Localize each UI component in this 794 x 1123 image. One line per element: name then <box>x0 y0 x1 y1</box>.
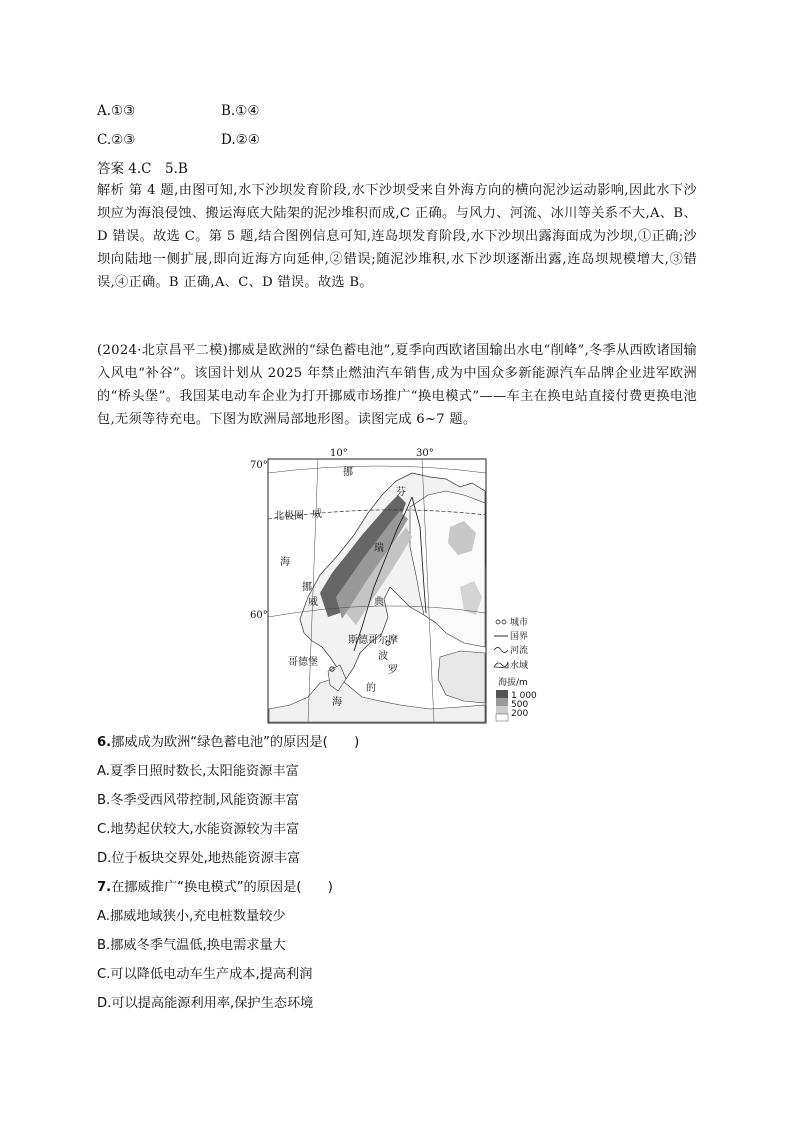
legend-elev-500: 500 <box>511 700 529 710</box>
sea-label-1: 挪 <box>343 467 353 478</box>
question-6 <box>97 733 359 753</box>
legend-border: 国界 <box>510 632 529 642</box>
q6-option-b: B.冬季受西风带控制,风能资源丰富 <box>97 793 300 808</box>
question-7-text: 在挪威推广“换电模式”的原因是( ) <box>111 880 333 895</box>
sea-label-3: 海 <box>280 557 290 568</box>
question-7 <box>97 878 333 898</box>
question-6-text: 挪威成为欧洲“绿色蓄电池”的原因是( ) <box>111 735 360 750</box>
q7-option-a: A.挪威地域狭小,充电桩数量较少 <box>97 909 286 924</box>
prev-option-c: C.②③ <box>97 132 136 148</box>
city-label-gothenburg: 哥德堡 <box>288 657 318 668</box>
lat-label-70: 70° <box>250 460 268 471</box>
country-label-norway-1: 挪 <box>302 582 312 593</box>
sea-label-2: 威 <box>312 509 322 520</box>
legend-elev-title: 海拔/m <box>498 678 528 688</box>
baltic-label-3: 的 <box>366 683 376 694</box>
legend-elev-1000: 1 000 <box>511 691 537 701</box>
map-legend <box>494 616 537 721</box>
baltic-label-2: 罗 <box>388 665 398 676</box>
country-label-finland: 芬 <box>396 487 406 498</box>
q7-option-d: D.可以提高能源利用率,保护生态环境 <box>97 996 314 1011</box>
legend-water: 水域 <box>510 661 529 671</box>
prev-option-a: A.①③ <box>97 103 136 119</box>
explanation-paragraph: 解析 第 4 题,由图可知,水下沙坝发育阶段,水下沙坝受来自外海方向的横向泥沙运动影响,因此水下沙坝应为海浪侵蚀、搬运海底大陆架的泥沙堆积而成,C 正确。与风力、河流、冰川等关系不大,A、B、D 错误。故选 C。第 5 题,结合图例信息可知,连岛坝发育阶段,水下沙坝出露海面成为沙坝,①正确;沙坝向陆地一侧扩展,即向近海方向延伸,②错误;随泥沙堆积,水下沙坝逐渐出露,连岛坝规模增大,③错误,④正确。B 正确,A、C、D 错误。故选 B。 <box>97 183 697 290</box>
legend-river: 河流 <box>510 646 529 656</box>
answer-line: 答案 4.C 5.B <box>97 161 188 177</box>
baltic-label-1: 波 <box>378 651 388 662</box>
prev-option-d: D.②④ <box>221 132 260 148</box>
question-stem: (2024·北京昌平二模)挪威是欧洲的“绿色蓄电池”,夏季向西欧诸国输出水电“削峰”,冬季从西欧诸国输入风电“补谷”。该国计划从 2025 年禁止燃油汽车销售,成为中国众多新能源汽车品牌企业进军欧洲的“桥头堡”。我国某电动车企业为打开挪威市场推广“换电模式”——车主在换电站直接付费更换电池包,无须等待充电。下图为欧洲局部地形图。读图完成 6~7 题。 <box>97 343 697 427</box>
question-7-number: 7. <box>97 880 112 895</box>
arctic-circle-label: 北极圈 <box>274 511 304 522</box>
question-6-number: 6. <box>97 735 112 750</box>
q6-option-a: A.夏季日照时数长,太阳能资源丰富 <box>97 764 299 779</box>
q6-option-d: D.位于板块交界处,地热能资源丰富 <box>97 851 301 866</box>
q6-option-c: C.地势起伏较大,水能资源较为丰富 <box>97 822 300 837</box>
country-label-sweden-2: 典 <box>374 597 384 608</box>
lon-label-30: 30° <box>416 448 434 459</box>
europe-terrain-map <box>250 447 546 725</box>
lon-label-10: 10° <box>330 448 348 459</box>
lat-label-60: 60° <box>250 610 268 621</box>
legend-elev-200: 200 <box>511 709 529 719</box>
city-label-stockholm: 斯德哥尔摩 <box>348 635 398 646</box>
q7-option-c: C.可以降低电动车生产成本,提高利润 <box>97 967 313 982</box>
q7-option-b: B.挪威冬季气温低,换电需求量大 <box>97 938 286 953</box>
country-label-norway-2: 威 <box>308 597 318 608</box>
legend-city: 城市 <box>510 618 529 628</box>
baltic-label-4: 海 <box>332 697 342 708</box>
prev-option-b: B.①④ <box>221 103 260 119</box>
country-label-sweden-1: 瑞 <box>374 543 384 554</box>
